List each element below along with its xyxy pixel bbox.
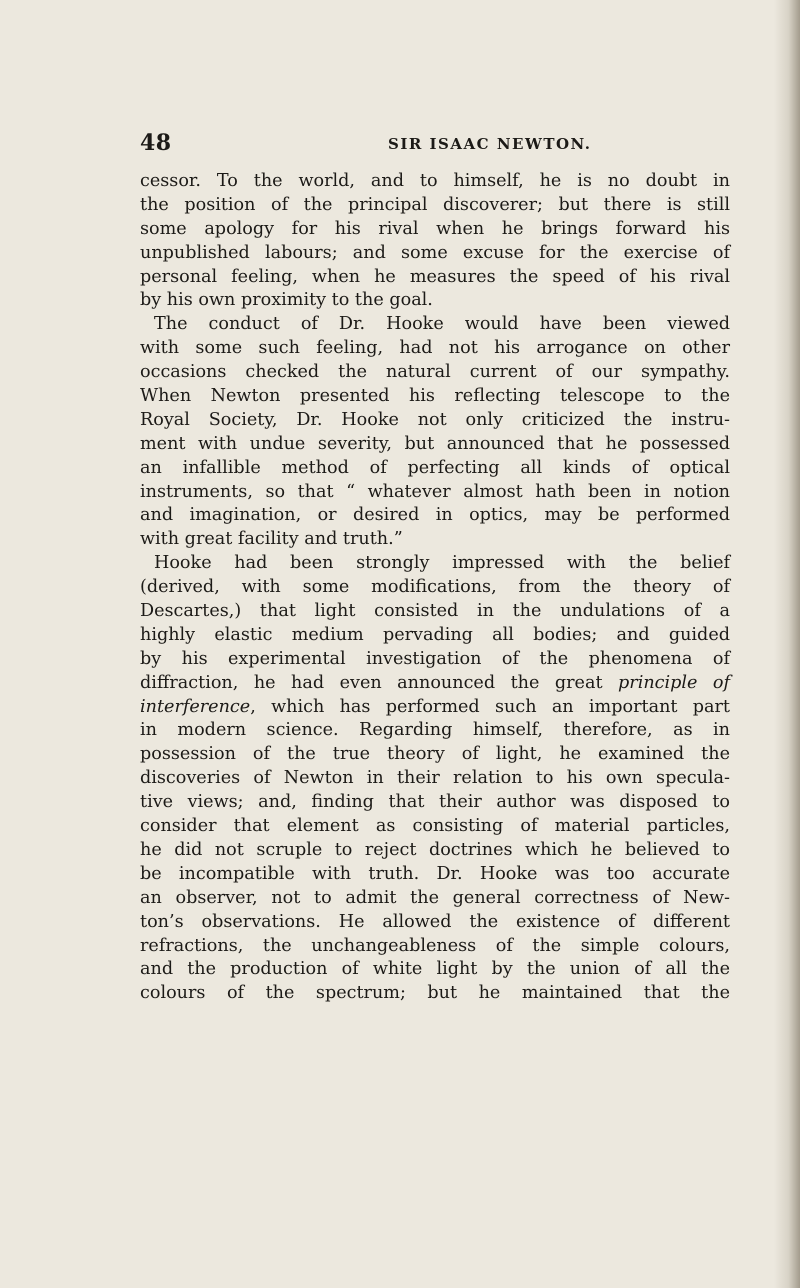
text-line: and imagination, or desired in optics, may be performed xyxy=(140,505,730,526)
body-text xyxy=(140,170,730,1006)
text-line: unpublished labours; and some excuse for the exercise of xyxy=(140,242,730,263)
text-line: refractions, the unchangeableness of the simple colours, xyxy=(140,935,730,956)
page-edge-shadow xyxy=(774,0,800,1288)
text-line: The conduct of Dr. Hooke would have been viewed xyxy=(154,314,730,335)
text-line: in modern science. Regarding himself, therefore, as in xyxy=(140,720,730,741)
italic-phrase: interference xyxy=(140,696,251,717)
text-line: with great facility and truth.” xyxy=(140,529,403,550)
text-line: an observer, not to admit the general correctness of New- xyxy=(140,887,730,908)
text-line: (derived, with some modifications, from the theory of xyxy=(140,577,730,598)
text-line: cessor. To the world, and to himself, he is no doubt in xyxy=(140,171,730,191)
text-line: personal feeling, when he measures the speed of his rival xyxy=(140,266,730,287)
text-line: discoveries of Newton in their relation to his own specula- xyxy=(140,768,730,789)
page-number: 48 xyxy=(140,130,172,156)
text-line: by his experimental investigation of the phenomena of xyxy=(140,648,730,669)
text-line: Royal Society, Dr. Hooke not only criticized the instru- xyxy=(140,409,730,430)
text-line: Descartes,) that light consisted in the undulations of a xyxy=(140,601,730,622)
text-line: occasions checked the natural current of our sympathy. xyxy=(140,362,730,383)
text-line xyxy=(140,672,730,696)
text-line xyxy=(140,696,730,720)
text-line: an infallible method of perfecting all kinds of optical xyxy=(140,457,730,478)
text-line: and the production of white light by the union of all the xyxy=(140,959,730,980)
text-line: he did not scruple to reject doctrines which he believed to xyxy=(140,839,730,860)
text-line: instruments, so that “ whatever almost hath been in notion xyxy=(140,481,730,502)
text-line: be incompatible with truth. Dr. Hooke was too accurate xyxy=(140,863,730,884)
text-line: possession of the true theory of light, he examined the xyxy=(140,744,730,765)
italic-phrase: principle of xyxy=(618,672,731,693)
running-head xyxy=(140,130,730,162)
text-line: colours of the spectrum; but he maintained that the xyxy=(140,983,730,1004)
text-line: the position of the principal discoverer; but there is still xyxy=(140,194,730,215)
running-title: SIR ISAAC NEWTON. xyxy=(388,135,592,153)
text-line: consider that element as consisting of material particles, xyxy=(140,816,730,837)
text-line: tive views; and, finding that their author was disposed to xyxy=(140,792,730,813)
text-line: ton’s observations. He allowed the existence of different xyxy=(140,911,730,932)
text-line: When Newton presented his reflecting telescope to the xyxy=(140,386,730,407)
text-line: with some such feeling, had not his arrogance on other xyxy=(140,338,730,359)
text-line: Hooke had been strongly impressed with the belief xyxy=(154,553,730,574)
text-line: some apology for his rival when he brings forward his xyxy=(140,218,730,239)
text-line: by his own proximity to the goal. xyxy=(140,290,433,311)
text-line: highly elastic medium pervading all bodies; and guided xyxy=(140,624,730,645)
text-line: ment with undue severity, but announced that he possessed xyxy=(140,433,730,454)
text-segment: , which has performed such an important part xyxy=(250,696,730,717)
text-segment: diffraction, he had even announced the great xyxy=(140,672,603,693)
